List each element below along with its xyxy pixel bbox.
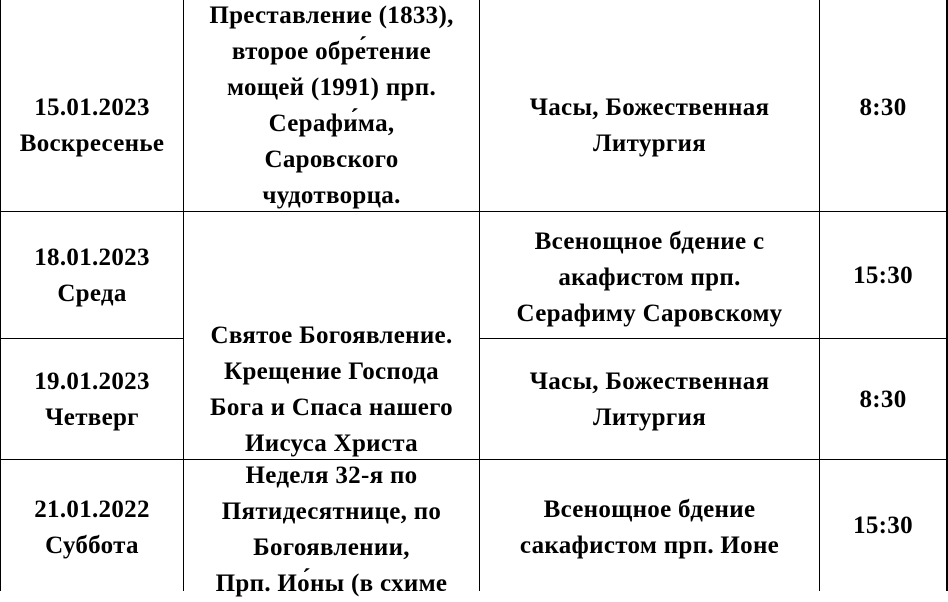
row-2-service-line: акафистом прп. [558,264,741,291]
row-2-service-line: Всенощное бдение с [534,228,765,255]
row-4-time: 15:30 [853,512,913,539]
row-1-feast-line: чудотворца. [262,181,401,209]
row-2-service-line: Серафиму Саровскому [516,300,783,327]
row-4-date: 21.01.2022 [34,496,150,523]
row-3-time: 8:30 [859,386,907,413]
row-1-time: 8:30 [859,94,907,121]
row-4-service-line: сакафистом прп. Ионе [519,532,780,559]
row-1-feast-cell [184,0,479,211]
row-4-feast-line: Неделя 32-я по [245,462,418,489]
row-1-date: 15.01.2023 [34,94,150,121]
merged-feast-line: Иисуса Христа [245,430,418,457]
row-4-feast-line: Богоявлении, [253,534,410,561]
merged-feast-line: Бога и Спаса нашего [210,394,453,421]
row-4-feast-line: Прп. Ио́ны (в схиме [215,570,448,597]
row-2-date: 18.01.2023 [34,244,150,271]
row-2-time-cell [820,240,946,312]
row-3-service-cell [480,364,819,436]
row-1-service-line: Литургия [592,130,707,157]
row-3-date: 19.01.2023 [34,368,150,395]
row-4-service-cell [480,492,819,564]
row-1-feast-line: Саровского [264,145,399,173]
row-4-feast-cell [184,458,479,602]
row-1-weekday: Воскресенье [19,130,165,157]
row-1-date-cell [0,72,184,180]
row-1-time-cell [820,72,946,144]
row-4-service-line: Всенощное бдение [543,496,756,523]
row-4-time-cell [820,508,946,544]
row-2-service-cell [480,224,819,332]
row-divider-2a [0,338,184,339]
row-4-feast-line: Пятидесятнице, по [221,498,442,525]
row-2-date-cell [0,240,184,312]
row-1-service-line: Часы, Божественная [529,94,770,121]
row-3-service-line: Часы, Божественная [529,368,770,395]
row-divider-2b [479,338,948,339]
row-1-service-cell [480,72,819,180]
row-1-feast-line: Серафи́ма, [268,109,395,137]
merged-feast-cell [184,318,479,462]
row-4-weekday: Суббота [45,532,139,559]
row-3-date-cell [0,364,184,436]
row-divider-1 [0,211,948,212]
row-2-weekday: Среда [57,280,127,307]
row-3-weekday: Четверг [45,404,139,431]
row-1-feast-line: мощей (1991) прп. [226,73,437,101]
merged-feast-line: Святое Богоявление. [210,322,453,349]
row-1-feast-line: Преставление (1833), [209,1,454,29]
merged-feast-line: Крещение Господа [224,358,439,385]
row-3-time-cell [820,364,946,436]
row-3-service-line: Литургия [592,404,707,431]
row-2-time: 15:30 [853,262,913,289]
row-1-feast-line: второе обре́тение [231,37,432,65]
row-4-date-cell [0,492,184,564]
